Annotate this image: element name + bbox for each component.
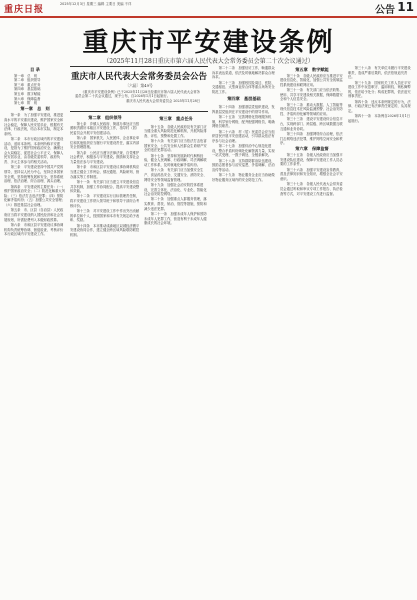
article-paragraph: 第十二条 平安建设实行目标管理责任制，将平安建设工作纳入领导班子和领导干部综合考核评价。 xyxy=(70,194,140,208)
article-paragraph: 第三十四条 加强网络综合治理，依法打击网络违法犯罪，维护网络空间安全和秩序。 xyxy=(280,131,343,146)
header-divider xyxy=(0,16,417,18)
article-column-4 xyxy=(212,66,276,596)
chapter-heading: 第五章 数字赋能 xyxy=(295,66,329,72)
page-subtitle: （2025年11月28日重庆市第六届人民代表大会常务委员会第二十次会议通过） xyxy=(103,58,314,65)
chapter-heading: 第六章 保障监督 xyxy=(295,146,329,152)
article-paragraph: 第八条 国家机关、人民团体、企业事业单位和其他组织应当履行平安建设责任，落实内部安全管理措施。 xyxy=(70,136,140,150)
article-paragraph: 第六条 市和区县平安建设议事协调机构负责统筹协调、督促检查、考核评价本行政区域内平安建设工作。 xyxy=(4,222,64,237)
article-paragraph: 第二十七条 加强综治中心规范化建设，整合矛盾纠纷调处化解资源力量，实现一站式受理、一揽子调处、全链条解决。 xyxy=(212,144,275,158)
date-line: 2025年12月3日 星期三 编辑 主要日 美编 不详 xyxy=(60,2,132,6)
chapter-heading: 第四章 基层基础 xyxy=(227,96,261,102)
article-paragraph: 第一条 为了加强平安建设，推进更高水平的平安重庆建设，维护国家安全和社会稳定，保障人民安居乐业，根据有关法律、行政法规，结合本市实际，制定本条例。 xyxy=(4,113,64,136)
article-paragraph: 第四十条 违反本条例规定的行为，法律、行政法规已有法律责任规定的，从其规定。 xyxy=(348,99,411,113)
article-paragraph: 第二十六条 村（居）民委员会应当组织居民开展平安创建活动，引导群众依法有序参与社会治理。 xyxy=(212,129,275,143)
article-paragraph: 第十五条 各级人民政府及有关部门应当健全重大风险防范化解机制，开展风险排查、评估、预警和处置工作。 xyxy=(144,124,207,138)
article-paragraph: 第二十四条 加强基层党组织建设，发挥基层党组织在平安建设中的领导作用。 xyxy=(212,104,275,114)
article-paragraph: 第三十一条 有关部门应当依法收集、使用、共享平安建设相关数据，保障数据安全和个人信息安全。 xyxy=(280,88,343,102)
article-paragraph: 第三十六条 加强平安建设宣传教育，普及法律知识和安全知识，增强全社会平安意识。 xyxy=(280,167,343,182)
toc-item: 第四章 基层基础 xyxy=(14,87,41,92)
article-paragraph: 第二条 本市行政区域内的平安建设活动，适用本条例。本条例所称平安建设，是指为了维护国家政治安全、确保社会大局稳定、促进社会公平正义、保障人民安居乐业，由各级党委领导、政府负责、多元主体参与的相关活动。 xyxy=(4,137,64,165)
article-paragraph: 第三十条 各级人民政府应当推进平安建设信息化、智能化，加强公共安全视频监控系统建设和联网应用。 xyxy=(280,73,343,87)
article-paragraph: 第九条 公民应当遵守法律法规，自觉维护社会秩序，积极参与平安建设。鼓励和支持社会力量依法参与平安建设。 xyxy=(70,150,140,164)
article-paragraph: 第十七条 坚持和发展新时代枫桥经验，健全人民调解、行政调解、司法调解联动工作体系，及时就地化解矛盾纠纷。 xyxy=(144,153,207,167)
article-column-3 xyxy=(144,114,208,596)
toc-item: 第三章 重点任务 xyxy=(14,82,41,87)
article-column-6 xyxy=(348,66,413,596)
article-paragraph: 第三十八条 有关单位未履行平安建设职责，造成严重后果的，依法依规追究责任。 xyxy=(348,66,411,80)
article-paragraph: 第十条 市和区县平安建设议事协调机构应当建立健全工作例会、情况通报、风险研判、督办落实等工作制度。 xyxy=(70,165,140,179)
masthead xyxy=(0,0,417,16)
article-paragraph: 第二十五条 完善网格化管理服务机制，科学划分网格，配齐配强网格员，明确网格员职责。 xyxy=(212,114,275,129)
article-paragraph: 第十六条 有关部门应当依法打击危害国家安全、公共安全和人民群众生命财产安全的违法犯罪活动。 xyxy=(144,139,207,153)
article-column-1 xyxy=(4,66,66,596)
chapter-heading: 第二章 组织领导 xyxy=(88,114,122,120)
article-paragraph: 第三十七条 各级人民代表大会常务委员会通过听取和审议专项工作报告、执法检查等方式，对平安建设工作进行监督。 xyxy=(280,182,343,196)
article-paragraph: 第二十一条 加强未成年人保护和预防未成年人犯罪工作，营造有利于未成年人健康成长的社会环境。 xyxy=(144,212,207,226)
article-paragraph: 第五条 市、区县（自治县）人民政府应当将平安建设纳入国民经济和社会发展规划，所需经费列入本级财政预算。 xyxy=(4,208,64,222)
toc-item: 第一章 总 则 xyxy=(14,73,38,78)
article-paragraph: 第十一条 有关部门应当建立平安建设信息共享机制，加强工作协同配合，提高平安建设整体效能。 xyxy=(70,179,140,194)
chapter-heading: 第一章 总 则 xyxy=(20,106,50,112)
section-label: 公告 xyxy=(375,5,395,16)
toc-item: 第二章 组织领导 xyxy=(14,78,41,83)
page-title: 重庆市平安建设条例 xyxy=(82,28,335,58)
article-paragraph: 第二十九条 物业服务企业应当协助做好物业服务区域内的安全防范工作。 xyxy=(212,173,275,182)
article-column-5 xyxy=(280,66,344,596)
toc-title: 目 录 xyxy=(30,66,40,72)
article-paragraph: 第四条 平安建设的主要任务：（一）维护国家政治安全；（二）防范化解重大风险；（三）依法打击违法犯罪；（四）预防化解矛盾纠纷；（五）加强公共安全管理；（六）推进基层社会治理。 xyxy=(4,184,65,208)
notice-signature: 重庆市人民代表大会常务委员会 2025年11月28日 xyxy=(126,98,200,103)
article-paragraph: 第四十一条 本条例自2026年1月1日起施行。 xyxy=(348,114,411,123)
article-paragraph: 第二十二条 加强信访工作，畅通群众诉求表达渠道，依法及时就地解决群众合理诉求。 xyxy=(212,66,275,80)
article-paragraph: 第三十九条 国家机关工作人员在平安建设工作中玩忽职守、滥用职权、徇私舞弊的，依法给予处分；构成犯罪的，依法追究刑事责任。 xyxy=(348,80,411,99)
toc-item: 第六章 保障监督 xyxy=(14,96,41,101)
article-paragraph: 第十八条 有关部门应当加强安全生产、食品药品安全、交通安全、消防安全、网络安全等领域监督管理。 xyxy=(144,168,207,182)
toc-item: 第五章 数字赋能 xyxy=(14,91,41,96)
article-paragraph: 第十三条 对平安建设工作中作出突出贡献的单位和个人，按照国家和本市有关规定给予表彰、奖励。 xyxy=(70,209,140,223)
article-paragraph: 第三条 平安建设坚持中国共产党的领导，坚持以人民为中心，坚持总体国家安全观，坚持统筹发展和安全，坚持系统治理、依法治理、综合治理、源头治理。 xyxy=(4,165,64,184)
article-paragraph: 第三十三条 建设平安建设综合信息平台，实现跨部门、跨层级、跨区域数据互联互通和业务协同。 xyxy=(280,117,343,131)
article-paragraph: 第三十二条 推动大数据、人工智能等现代信息技术在风险监测预警、社会治安防控、矛盾纠纷化解等领域的应用。 xyxy=(280,102,343,116)
article-paragraph: 第二十八条 支持群防群治队伍建设，鼓励志愿者参与治安巡逻、矛盾调解、法治宣传等活动。 xyxy=(212,158,275,172)
notice-box xyxy=(70,66,208,112)
article-paragraph: 第二十条 加强重点人群服务管理，落实教育、帮扶、矫治、管控等措施，预防和减少违法犯罪。 xyxy=(144,197,207,211)
notice-number: 〔六届〕第49号 xyxy=(125,83,153,88)
article-paragraph: 第十九条 加强社会治安防控体系建设，完善立体化、法治化、专业化、智能化社会治安防控网络。 xyxy=(144,182,207,197)
toc-item: 第七章 附 则 xyxy=(14,101,38,106)
article-paragraph: 第三十五条 各级人民政府应当加强平安建设队伍建设，保障平安建设工作人员必要的工作条件。 xyxy=(280,153,343,167)
notice-text: 《重庆市平安建设条例》已于2025年11月28日经重庆市第六届人民代表大会常务委员会第二十次会议通过，现予公布，自2026年1月1日起施行。 xyxy=(75,90,200,99)
article-column-2 xyxy=(70,114,140,596)
notice-title: 重庆市人民代表大会常务委员会公告 xyxy=(70,72,207,82)
newspaper-logo: 重庆日报 xyxy=(4,5,45,15)
chapter-heading: 第三章 重点任务 xyxy=(159,116,193,121)
page-number: 11 xyxy=(397,0,414,14)
article-paragraph: 第十四条 本市推动成渝地区双城经济圈平安建设协同合作，建立健全跨区域风险联防联控机制。 xyxy=(70,223,140,237)
article-paragraph: 第二十三条 加强校园及周边、医院、交通枢纽、大型商业综合体等重点场所安全防范工作。 xyxy=(212,80,275,94)
article-paragraph: 第七条 乡镇人民政府、街道办事处应当按照职责做好本辖区平安建设工作，指导村（居）民委员会开展平安创建活动。 xyxy=(70,121,140,135)
